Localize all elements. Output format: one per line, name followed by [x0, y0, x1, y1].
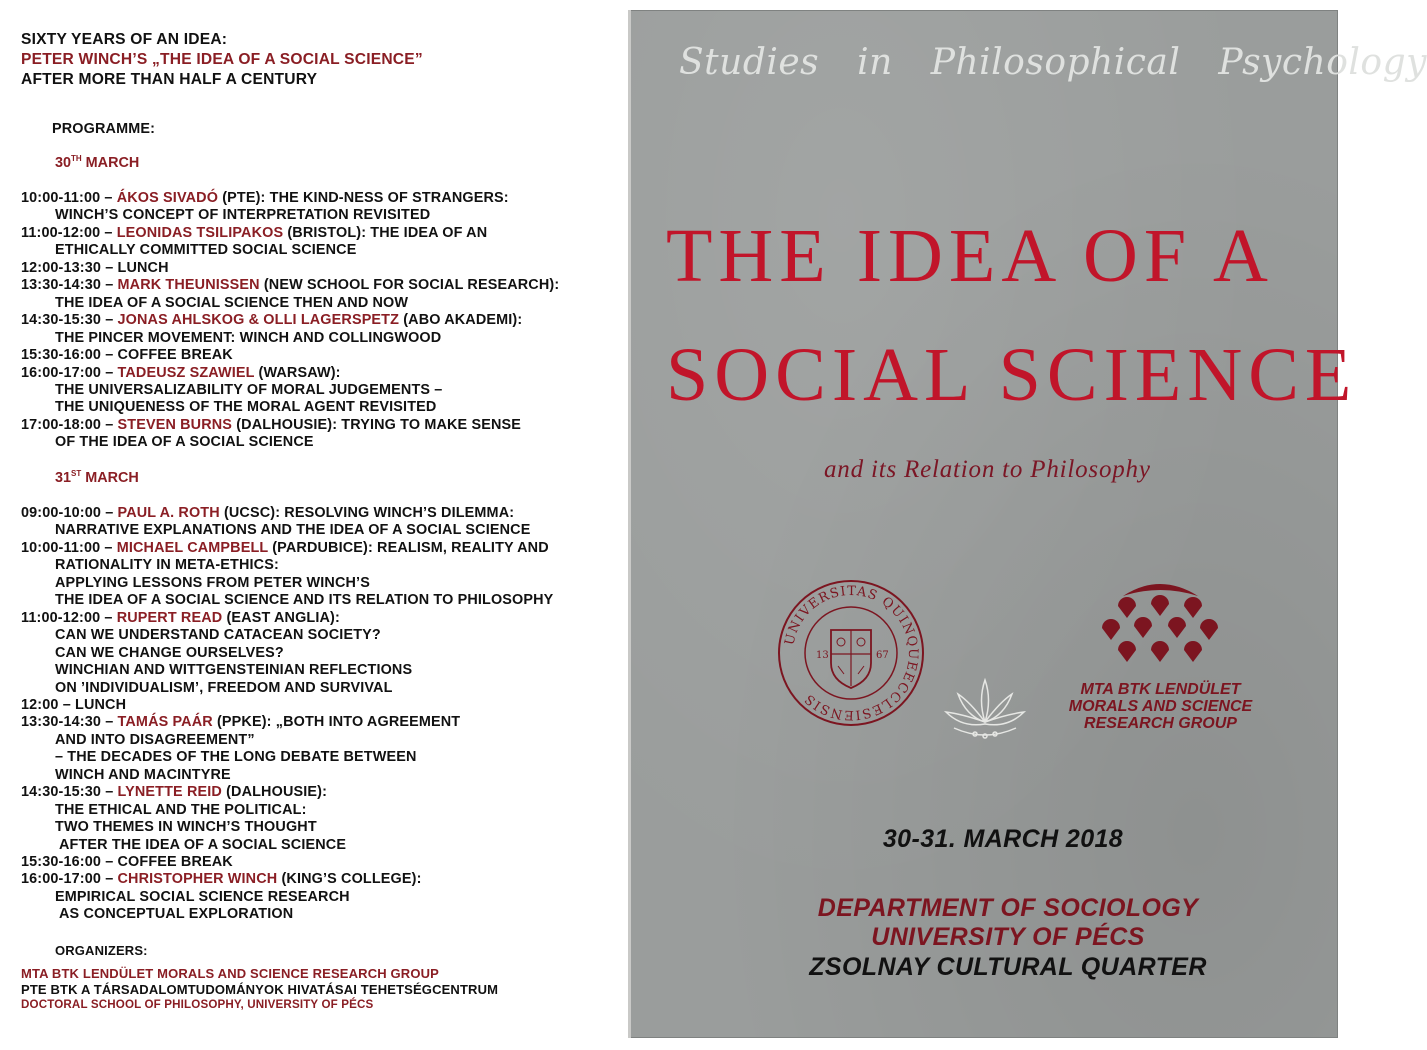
- schedule-item-continuation: THE IDEA OF A SOCIAL SCIENCE AND ITS RELATION TO PHILOSOPHY: [55, 592, 554, 609]
- schedule-item: [21, 697, 126, 714]
- book-cover: [628, 10, 1427, 1038]
- research-group-name: MTA BTK LENDÜLET MORALS AND SCIENCE RESEARCH GROUP: [1068, 681, 1253, 732]
- talk-details: (PTE): THE KIND-NESS OF STRANGERS:: [218, 190, 509, 206]
- schedule-time: 10:00-11:00 –: [21, 190, 117, 206]
- book-subtitle: and its Relation to Philosophy: [824, 456, 1151, 483]
- schedule-item: [21, 871, 422, 888]
- speaker-name: PAUL A. ROTH: [117, 505, 220, 521]
- schedule-item-continuation: THE UNIQUENESS OF THE MORAL AGENT REVISITED: [55, 399, 437, 416]
- schedule-time: 15:30-16:00 – COFFEE BREAK: [21, 854, 233, 870]
- series-title: Studies in Philosophical Psychology: [679, 42, 1427, 83]
- schedule-item-continuation: CAN WE UNDERSTAND CATACEAN SOCIETY?: [55, 627, 381, 644]
- svg-text:13: 13: [816, 650, 829, 661]
- speaker-name: ÁKOS SIVADÓ: [116, 190, 219, 206]
- programme-panel: [0, 0, 628, 1050]
- talk-details: (PARDUBICE): REALISM, REALITY AND: [268, 539, 549, 556]
- event-title-line1: SIXTY YEARS OF AN IDEA:: [21, 31, 228, 48]
- organizer-1: MTA BTK LENDÜLET MORALS AND SCIENCE RESEARCH GROUP: [21, 966, 439, 981]
- talk-details: (PPKE): „BOTH INTO AGREEMENT: [212, 714, 461, 731]
- book-title-line1: THE IDEA OF A: [666, 214, 1274, 298]
- programme-label: PROGRAMME:: [52, 121, 156, 137]
- day1-date: 30TH MARCH: [55, 154, 140, 171]
- talk-details: (DALHOUSIE):: [221, 784, 328, 801]
- schedule-item-continuation: EMPIRICAL SOCIAL SCIENCE RESEARCH: [55, 888, 350, 905]
- organizer-3: DOCTORAL SCHOOL OF PHILOSOPHY, UNIVERSITY OF PÉCS: [21, 998, 374, 1011]
- talk-details: (NEW SCHOOL FOR SOCIAL RESEARCH):: [259, 277, 560, 294]
- schedule-item-continuation: AND INTO DISAGREEMENT”: [55, 731, 255, 748]
- schedule-item: [21, 714, 460, 731]
- schedule-time: 16:00-17:00 –: [21, 871, 118, 888]
- talk-details: (KING’S COLLEGE):: [277, 871, 422, 888]
- talk-details: (ABO AKADEMI):: [399, 312, 523, 329]
- speaker-name: MARK THEUNISSEN: [117, 277, 260, 294]
- schedule-time: 09:00-10:00 –: [21, 505, 118, 521]
- schedule-item: [21, 784, 327, 801]
- schedule-item: [21, 225, 487, 242]
- schedule-item: [21, 417, 521, 434]
- university-seal-logo: [776, 578, 926, 728]
- schedule-item-continuation: THE UNIVERSALIZABILITY OF MORAL JUDGEMENTS –: [55, 381, 443, 398]
- schedule-time: 12:00 – LUNCH: [21, 696, 127, 713]
- schedule-item: [21, 260, 169, 277]
- book-title-line2: SOCIAL SCIENCE: [666, 333, 1358, 417]
- speaker-name: LYNETTE REID: [117, 784, 222, 801]
- university-name: UNIVERSITY OF PÉCS: [871, 923, 1145, 951]
- schedule-item-continuation: CAN WE CHANGE OURSELVES?: [55, 644, 284, 661]
- schedule-item-continuation: THE IDEA OF A SOCIAL SCIENCE THEN AND NOW: [55, 294, 409, 311]
- schedule-item-continuation: ETHICALLY COMMITTED SOCIAL SCIENCE: [55, 242, 357, 259]
- schedule-time: 14:30-15:30 –: [21, 312, 118, 329]
- department-name: DEPARTMENT OF SOCIOLOGY: [817, 894, 1199, 922]
- schedule-item: [21, 854, 233, 871]
- speaker-name: CHRISTOPHER WINCH: [117, 871, 278, 888]
- schedule-time: 12:00-13:30 – LUNCH: [21, 259, 169, 276]
- schedule-item-continuation: THE ETHICAL AND THE POLITICAL:: [55, 801, 307, 818]
- schedule-item-continuation: AS CONCEPTUAL EXPLORATION: [59, 906, 294, 923]
- schedule-item: [21, 190, 509, 207]
- speaker-name: STEVEN BURNS: [117, 416, 233, 433]
- schedule-time: 13:30-14:30 –: [21, 714, 118, 731]
- svg-text:67: 67: [876, 650, 889, 661]
- organizers-label: ORGANIZERS:: [55, 943, 148, 958]
- talk-details: (UCSC): RESOLVING WINCH’S DILEMMA:: [219, 505, 515, 521]
- speaker-name: MICHAEL CAMPBELL: [116, 539, 269, 556]
- organizer-2: PTE BTK A TÁRSADALOMTUDOMÁNYOK HIVATÁSAI TEHETSÉGCENTRUM: [21, 982, 499, 997]
- lotus-icon: [940, 672, 1030, 742]
- schedule-item-continuation: WINCHIAN AND WITTGENSTEINIAN REFLECTIONS: [55, 662, 413, 679]
- cover-edge: [628, 10, 631, 1038]
- schedule-item-continuation: WINCH AND MACINTYRE: [55, 766, 231, 783]
- schedule-item-continuation: OF THE IDEA OF A SOCIAL SCIENCE: [55, 434, 314, 451]
- schedule-item-continuation: THE PINCER MOVEMENT: WINCH AND COLLINGWOOD: [55, 329, 442, 346]
- speaker-name: TAMÁS PAÁR: [117, 714, 213, 731]
- schedule-item: [21, 365, 341, 382]
- talk-details: (DALHOUSIE): TRYING TO MAKE SENSE: [232, 416, 521, 433]
- event-date: 30-31. MARCH 2018: [882, 825, 1124, 853]
- schedule-time: 17:00-18:00 –: [21, 416, 118, 433]
- schedule-item-continuation: APPLYING LESSONS FROM PETER WINCH’S: [55, 574, 370, 591]
- day2-date: 31ST MARCH: [55, 469, 139, 486]
- schedule-item: [21, 505, 514, 522]
- talk-details: (EAST ANGLIA):: [222, 609, 340, 626]
- schedule-item: [21, 277, 559, 294]
- schedule-time: 15:30-16:00 – COFFEE BREAK: [21, 347, 233, 364]
- schedule-time: 14:30-15:30 –: [21, 784, 118, 801]
- talk-details: (BRISTOL): THE IDEA OF AN: [283, 224, 488, 241]
- schedule-time: 13:30-14:30 –: [21, 277, 118, 294]
- schedule-item: [21, 312, 522, 329]
- event-title-line3: AFTER MORE THAN HALF A CENTURY: [21, 71, 318, 88]
- talk-details: (WARSAW):: [254, 364, 341, 381]
- speaker-name: TADEUSZ SZAWIEL: [117, 364, 255, 381]
- schedule-item: [21, 540, 549, 557]
- schedule-time: 10:00-11:00 –: [21, 539, 117, 556]
- speaker-name: RUPERT READ: [116, 609, 223, 626]
- schedule-item: [21, 347, 233, 364]
- schedule-item-continuation: WINCH’S CONCEPT OF INTERPRETATION REVISITED: [55, 207, 431, 224]
- event-title-line2: PETER WINCH’S „THE IDEA OF A SOCIAL SCIENCE”: [21, 51, 423, 68]
- schedule-time: 16:00-17:00 –: [21, 364, 118, 381]
- schedule-item-continuation: NARRATIVE EXPLANATIONS AND THE IDEA OF A SOCIAL SCIENCE: [55, 522, 531, 539]
- schedule-time: 11:00-12:00 –: [21, 609, 117, 626]
- schedule-time: 11:00-12:00 –: [21, 224, 117, 241]
- speaker-name: LEONIDAS TSILIPAKOS: [116, 224, 284, 241]
- speaker-name: JONAS AHLSKOG & OLLI LAGERSPETZ: [117, 312, 400, 329]
- schedule-item-continuation: AFTER THE IDEA OF A SOCIAL SCIENCE: [59, 836, 347, 853]
- venue-name: ZSOLNAY CULTURAL QUARTER: [809, 953, 1207, 981]
- schedule-item: [21, 610, 340, 627]
- svg-text:UNIVERSITAS QUINQUEECCLESIENSI: UNIVERSITAS QUINQUEECCLESIENSIS: [782, 583, 921, 723]
- schedule-item-continuation: RATIONALITY IN META-ETHICS:: [55, 557, 279, 574]
- schedule-item-continuation: – THE DECADES OF THE LONG DEBATE BETWEEN: [55, 749, 417, 766]
- schedule-item-continuation: TWO THEMES IN WINCH’S THOUGHT: [55, 819, 317, 836]
- research-group-logo: [1098, 578, 1223, 673]
- schedule-item-continuation: ON ’INDIVIDUALISM’, FREEDOM AND SURVIVAL: [55, 679, 393, 696]
